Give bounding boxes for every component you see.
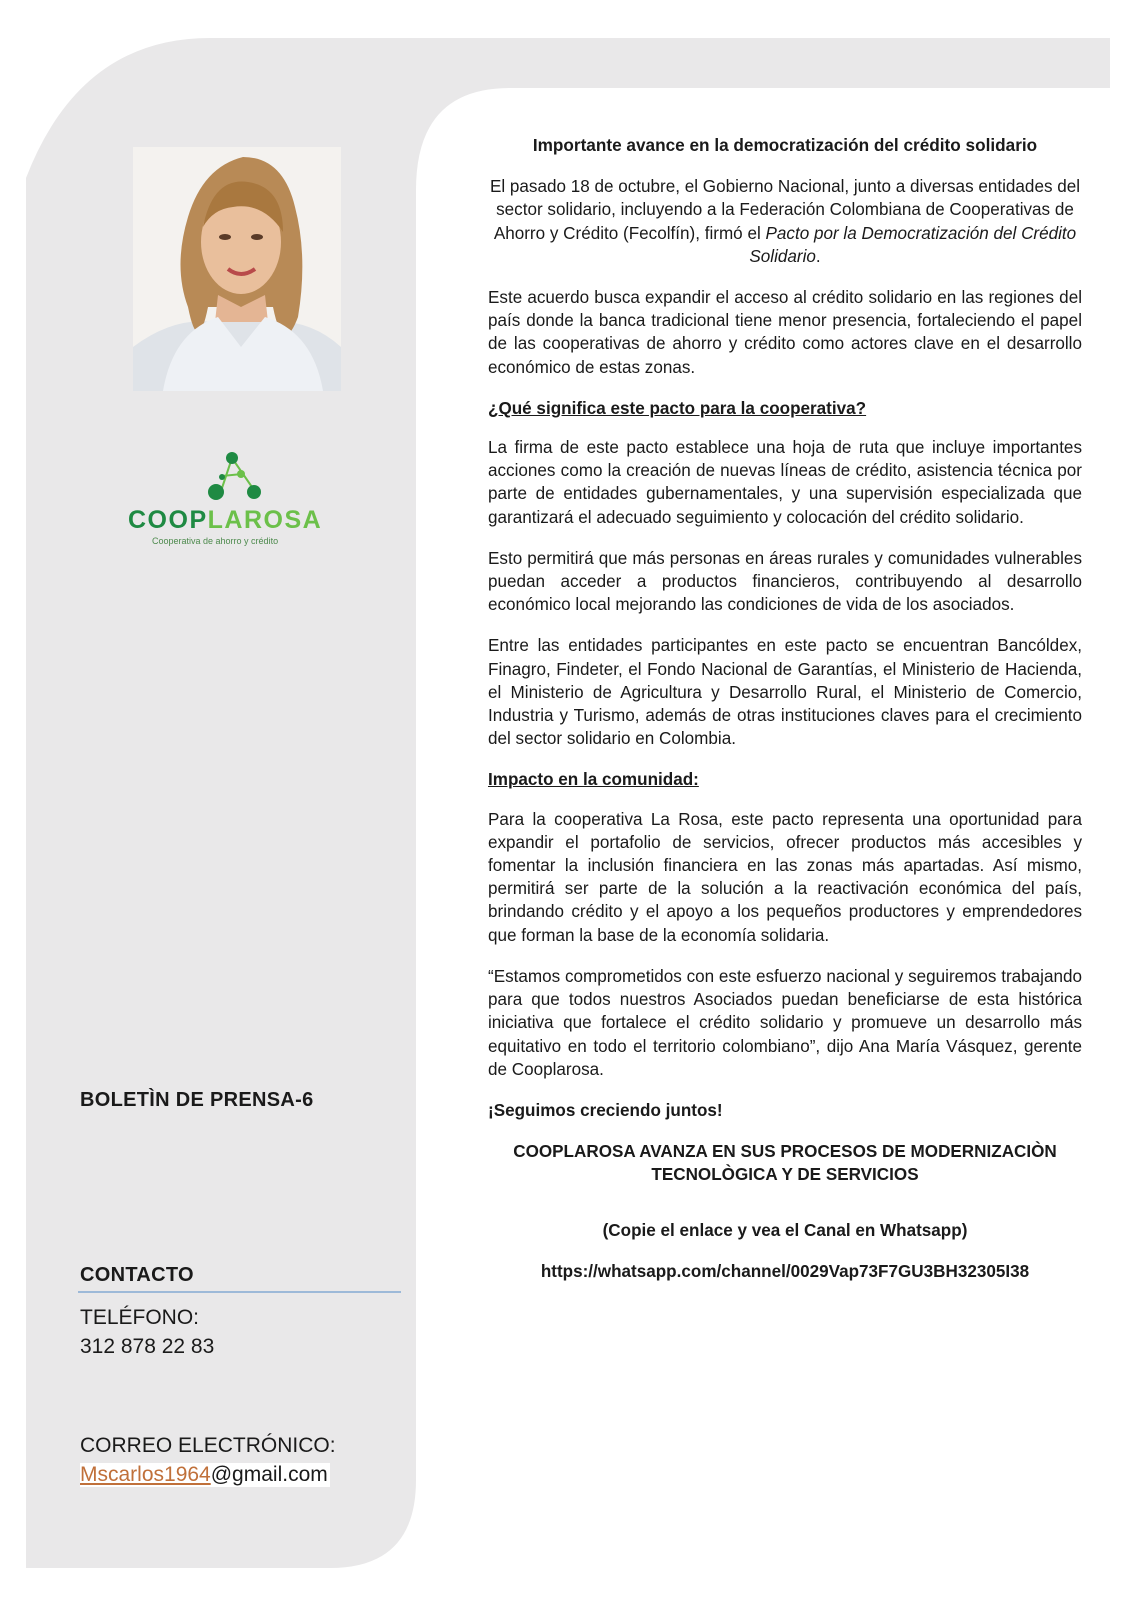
closing-line: ¡Seguimos creciendo juntos!: [488, 1100, 723, 1120]
subheading-meaning: ¿Qué significa este pacto para la cooperativa?: [488, 398, 867, 418]
paragraph-roadmap: La firma de este pacto establece una hoja de ruta que incluye importantes acciones como la creación de nuevas líneas de crédito, asistencia técnica por parte de entidades gubernamentales, y una supervisión especializada que garantizará el adecuado seguimiento y colocación del crédito solidario.: [488, 438, 1082, 527]
cooplarosa-logo-icon: [118, 452, 358, 512]
contact-heading: CONTACTO: [80, 1264, 194, 1286]
article-intro: [488, 175, 1082, 268]
logo-wordmark: [128, 506, 322, 535]
announcement: COOPLAROSA AVANZA EN SUS PROCESOS DE MODERNIZACIÒN TECNOLÒGICA Y DE SERVICIOS: [513, 1142, 1057, 1185]
paragraph-access: Esto permitirá que más personas en áreas rurales y comunidades vulnerables puedan acceder a productos financieros, contribuyendo al desarrollo económico local mejorando las condiciones de vida de los asociados.: [488, 548, 1082, 615]
paragraph-impact: Para la cooperativa La Rosa, este pacto representa una oportunidad para expandir el portafolio de servicios, ofrecer productos más accesibles y fomentar la inclusión financiera en las zonas más apartadas. Así mismo, permitirá ser parte de la solución a la reactivación económica del país, brindando crédito y el apoyo a los pequeños productores y emprendedores que forman la base de la economía solidaria.: [488, 809, 1082, 945]
email-domain[interactable]: @gmail.com: [210, 1463, 328, 1486]
email-user[interactable]: Mscarlos1964: [80, 1463, 211, 1486]
phone-label: TELÉFONO:: [80, 1306, 200, 1329]
contact-divider: [78, 1291, 401, 1293]
subheading-impact: Impacto en la comunidad:: [488, 770, 699, 790]
article-body: [488, 134, 1082, 1301]
whatsapp-cta: (Copie el enlace y vea el Canal en Whatsapp): [602, 1220, 968, 1240]
paragraph-entities: Entre las entidades participantes en este pacto se encuentran Bancóldex, Finagro, Findeter, el Fondo Nacional de Garantías, el Ministerio de Hacienda, el Ministerio de Agricultura y Desarrollo Rural, el Ministerio de Comercio, Industria y Turismo, además de otras instituciones claves para el crecimiento del sector solidario en Colombia.: [488, 636, 1082, 749]
intro-text: El pasado 18 de octubre, el Gobierno Nacional, junto a diversas entidades del sector solidario, incluyendo a la Federación Colombiana de Cooperativas de Ahorro y Crédito (Fecolfín), firmó el: [489, 177, 1081, 243]
portrait-photo: [133, 147, 341, 391]
paragraph-quote: “Estamos comprometidos con este esfuerzo nacional y seguiremos trabajando para que todos nuestros Asociados puedan beneficiarse de esta histórica iniciativa que fortalece el crédito solidario y promueve un desarrollo más equitativo en todo el territorio colombiano”, dijo Ana María Vásquez, gerente de Cooplarosa.: [488, 966, 1082, 1079]
intro-pact-name: Pacto por la Democratización del Crédito Solidario: [749, 223, 1077, 266]
email-label: CORREO ELECTRÓNICO:: [80, 1434, 336, 1457]
whatsapp-channel-link[interactable]: https://whatsapp.com/channel/0029Vap73F7GU3BH32305I38: [540, 1261, 1030, 1281]
logo-tagline: Cooperativa de ahorro y crédito: [152, 536, 279, 546]
email-link[interactable]: [80, 1463, 330, 1487]
logo-word-larosa: LAROSA: [207, 506, 323, 534]
cooplarosa-logo: [118, 452, 358, 552]
intro-end: .: [815, 246, 821, 266]
paragraph-agreement: Este acuerdo busca expandir el acceso al crédito solidario en las regiones del país donde la banca tradicional tiene menor presencia, fortaleciendo el papel de las cooperativas de ahorro y crédito como actores clave en el desarrollo económico de estas zonas.: [488, 288, 1082, 377]
logo-word-coop: COOP: [128, 506, 208, 534]
bulletin-title: BOLETÌN DE PRENSA-6: [80, 1089, 314, 1111]
article-title: Importante avance en la democratización del crédito solidario: [532, 135, 1038, 155]
phone-value: 312 878 22 83: [80, 1335, 215, 1358]
